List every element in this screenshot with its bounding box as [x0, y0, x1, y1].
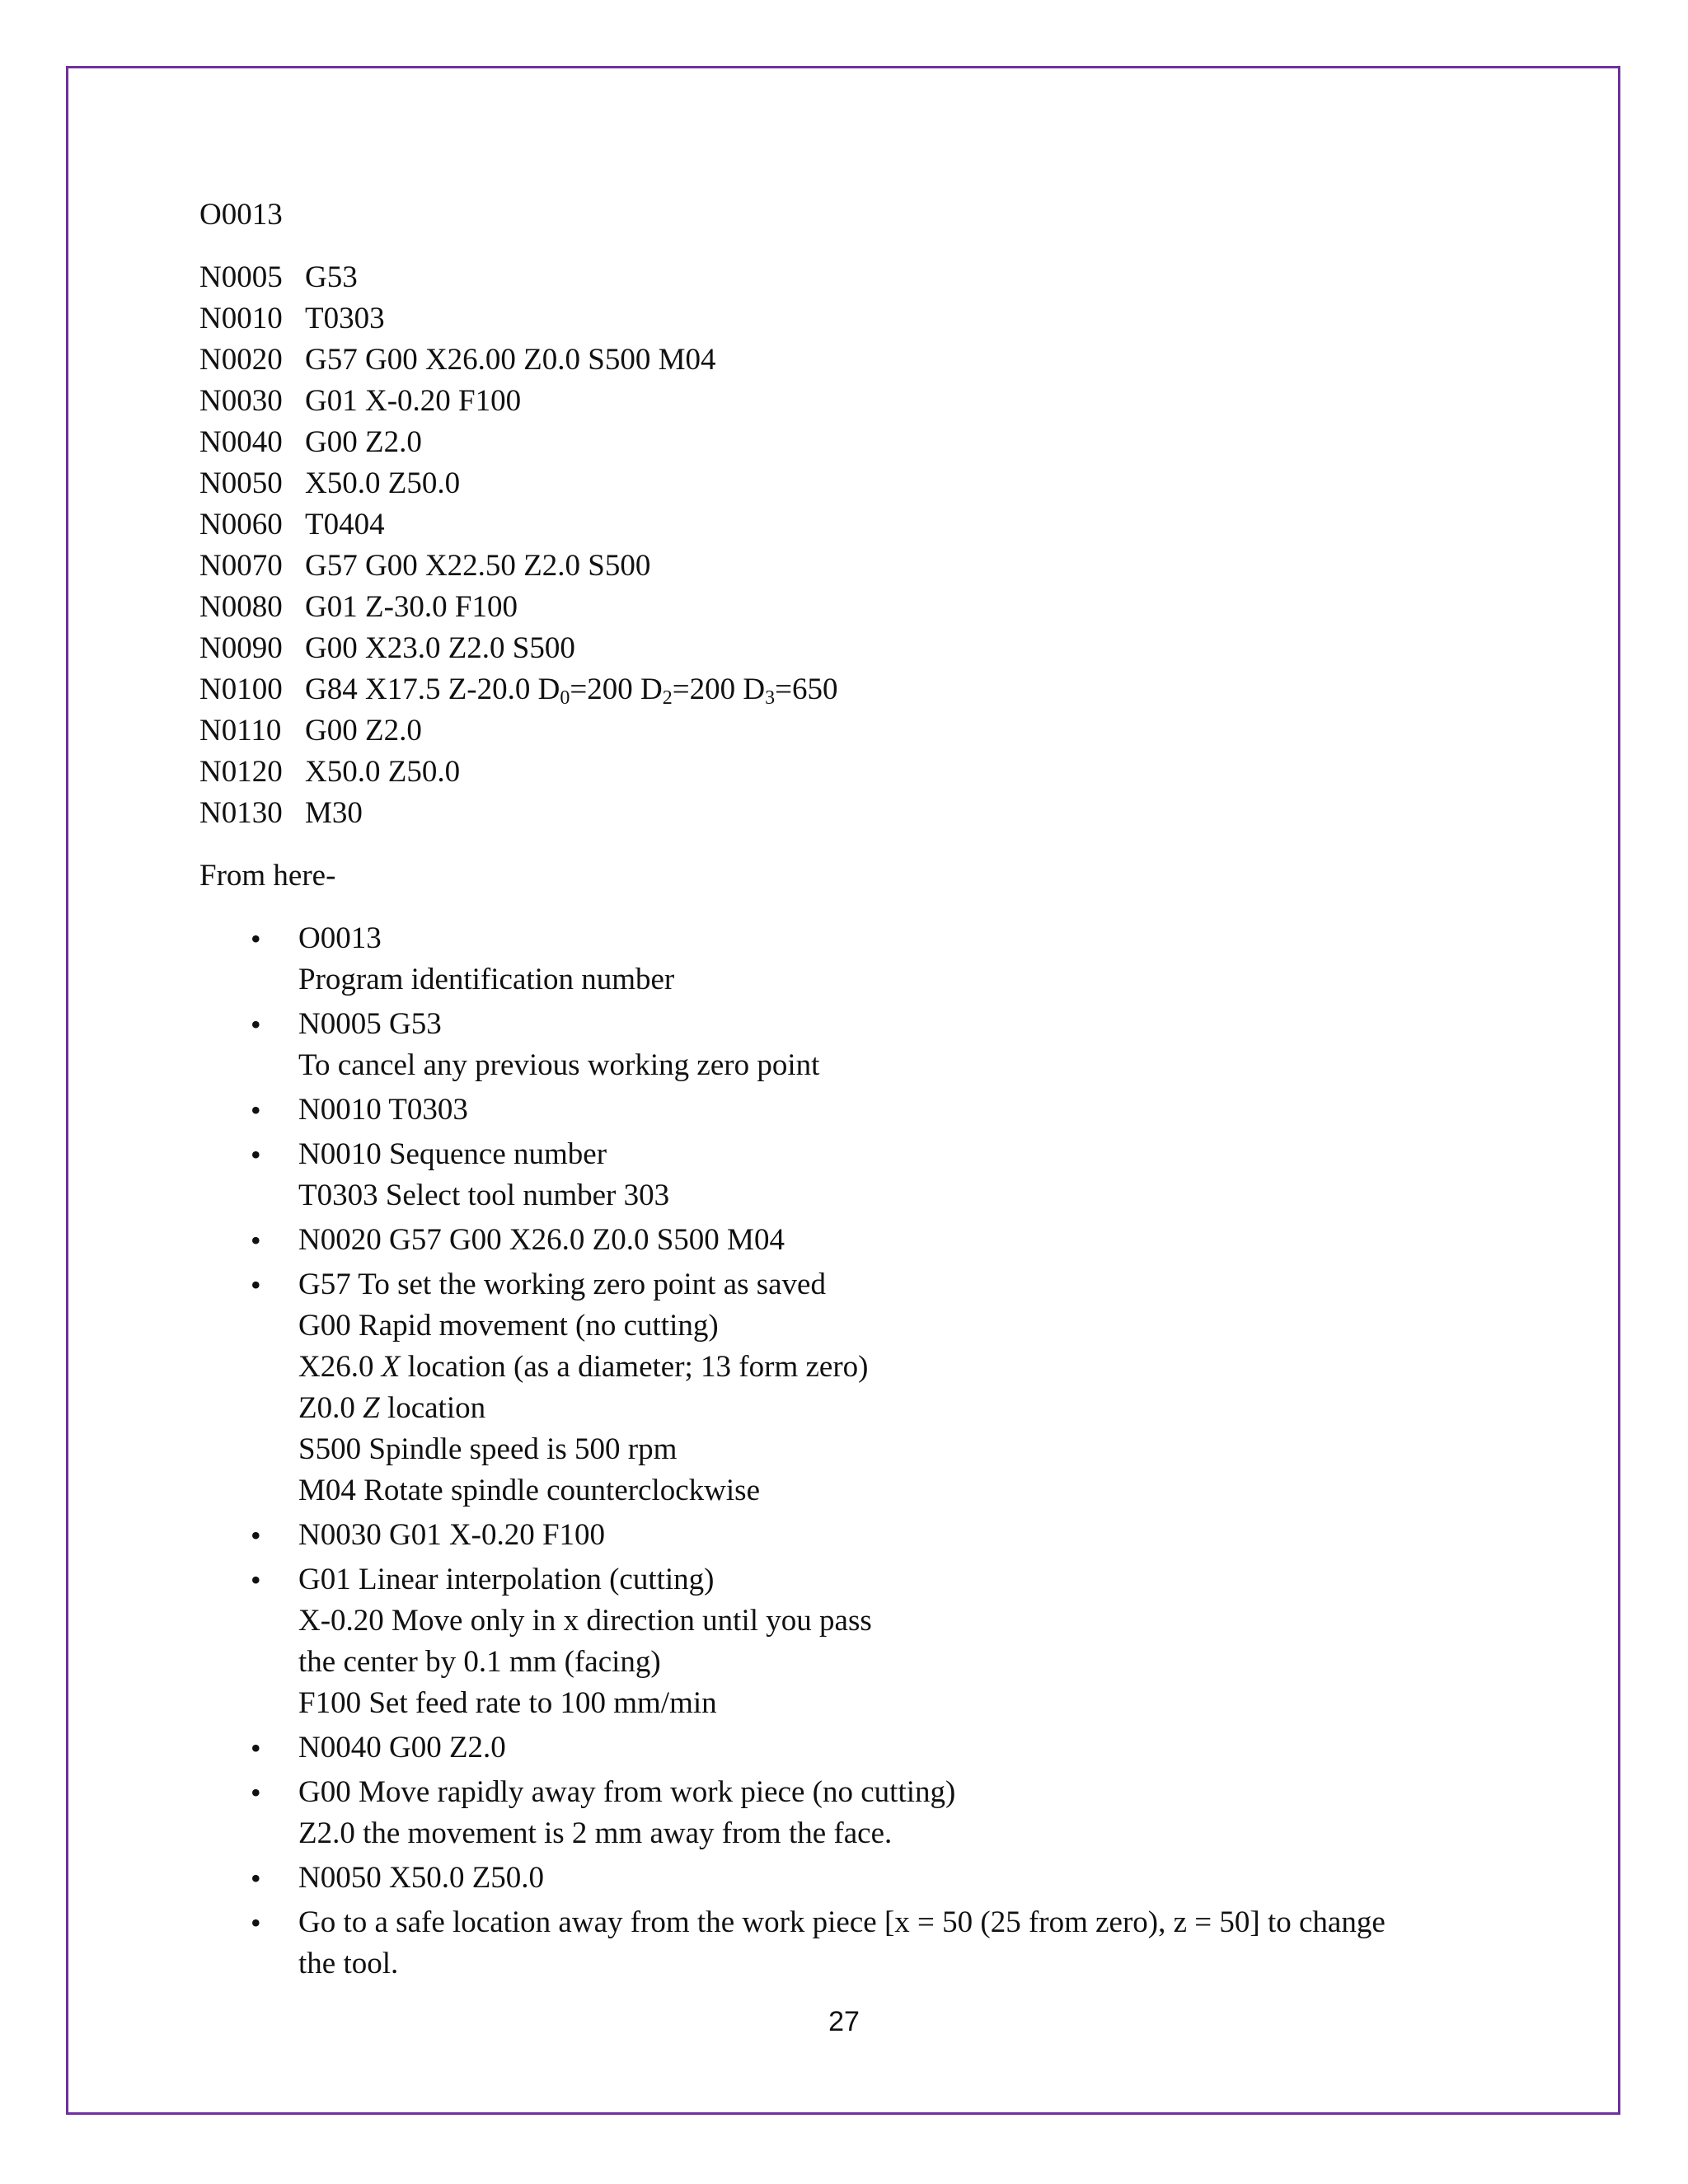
code-line: [199, 628, 1485, 669]
code-text: G84 X17.5 Z-20.0 $D_0=200$ $D_2=200$ $D_3=650$: [305, 673, 838, 709]
item-line: • N0030 G01 X-0.20 F100: [298, 1518, 606, 1552]
list-item: [199, 1220, 1485, 1261]
code-text: T0303: [305, 302, 385, 335]
code-line: [199, 463, 1485, 504]
page-number: 27: [828, 2006, 860, 2037]
item-line: • G57 To set the working zero point as saved: [298, 1268, 826, 1301]
code-line: [199, 669, 1485, 710]
item-line: F100 Set feed rate to 100 mm/min: [298, 1686, 717, 1720]
code-text: G00 Z2.0: [305, 714, 422, 748]
code-line: [199, 793, 1485, 834]
item-line: • N0005 G53: [298, 1007, 442, 1041]
item-line: • N0040 G00 Z2.0: [298, 1731, 506, 1765]
sequence-number: N0030: [199, 384, 283, 418]
sequence-number: N0080: [199, 590, 283, 624]
intro-text: From here-: [199, 859, 336, 893]
list-item: [199, 1515, 1485, 1556]
code-line: [199, 298, 1485, 340]
item-line: S500 Spindle speed is 500 rpm: [298, 1432, 678, 1466]
code-line: [199, 340, 1485, 381]
code-line: [199, 546, 1485, 587]
code-text: T0404: [305, 508, 385, 541]
code-text: G00 X23.0 Z2.0 S500: [305, 631, 575, 665]
sequence-number: N0110: [199, 714, 282, 748]
code-text: X50.0 Z50.0: [305, 466, 461, 500]
code-line: [199, 422, 1485, 463]
code-text: G01 X-0.20 F100: [305, 384, 522, 418]
list-item: [199, 1004, 1485, 1086]
sequence-number: N0120: [199, 755, 283, 789]
item-line: M04 Rotate spindle counterclockwise: [298, 1474, 761, 1507]
list-item: [199, 1559, 1485, 1724]
item-line: T0303 Select tool number 303: [298, 1179, 670, 1212]
sequence-number: N0005: [199, 260, 283, 294]
code-text: G53: [305, 260, 358, 294]
item-line: Z0.0 Z location: [298, 1391, 486, 1425]
code-text: G57 G00 X26.00 Z0.0 S500 M04: [305, 343, 716, 377]
sequence-number: N0050: [199, 466, 283, 500]
list-item: [199, 1090, 1485, 1131]
item-line: G00 Rapid movement (no cutting): [298, 1309, 719, 1343]
nc-program-listing: [199, 257, 1485, 834]
item-line: • G01 Linear interpolation (cutting): [298, 1563, 715, 1596]
item-line: Program identification number: [298, 963, 675, 996]
list-item: [199, 1134, 1485, 1216]
sequence-number: N0040: [199, 425, 283, 459]
list-item: [199, 918, 1485, 1001]
code-line: [199, 257, 1485, 298]
code-line: [199, 587, 1485, 628]
sequence-number: N0010: [199, 302, 283, 335]
item-line: • G00 Move rapidly away from work piece (no cutting): [298, 1775, 956, 1809]
page-content: [199, 194, 1485, 1988]
item-line: • O0013: [298, 921, 382, 955]
item-line: • Go to a safe location away from the work piece [x = 50 (25 from zero), z = 50] to change: [298, 1905, 1386, 1939]
item-line: X-0.20 Move only in x direction until you pass: [298, 1604, 872, 1638]
explanation-list: [199, 918, 1485, 1985]
list-item: [199, 1727, 1485, 1769]
sequence-number: N0100: [199, 673, 283, 706]
code-text: X50.0 Z50.0: [305, 755, 461, 789]
item-line: • N0010 T0303: [298, 1093, 468, 1127]
code-line: [199, 710, 1485, 752]
code-text: G01 Z-30.0 F100: [305, 590, 518, 624]
item-line: Z2.0 the movement is 2 mm away from the face.: [298, 1816, 893, 1850]
program-number: O0013: [199, 198, 283, 232]
sequence-number: N0090: [199, 631, 283, 665]
code-line: [199, 504, 1485, 546]
sequence-number: N0130: [199, 796, 283, 830]
code-line: [199, 752, 1485, 793]
code-text: G00 Z2.0: [305, 425, 422, 459]
sequence-number: N0060: [199, 508, 283, 541]
item-line: • N0050 X50.0 Z50.0: [298, 1861, 545, 1895]
item-line: • N0010 Sequence number: [298, 1137, 607, 1171]
item-line: To cancel any previous working zero point: [298, 1048, 820, 1082]
sequence-number: N0020: [199, 343, 283, 377]
item-line: X26.0 X location (as a diameter; 13 form zero): [298, 1350, 869, 1384]
list-item: [199, 1858, 1485, 1899]
item-line: • N0020 G57 G00 X26.0 Z0.0 S500 M04: [298, 1223, 785, 1257]
list-item: [199, 1264, 1485, 1511]
list-item: [199, 1772, 1485, 1854]
code-text: M30: [305, 796, 363, 830]
sequence-number: N0070: [199, 549, 283, 583]
item-line: the center by 0.1 mm (facing): [298, 1645, 661, 1679]
code-text: G57 G00 X22.50 Z2.0 S500: [305, 549, 651, 583]
list-item: [199, 1902, 1485, 1985]
code-line: [199, 381, 1485, 422]
item-line: the tool.: [298, 1947, 399, 1980]
